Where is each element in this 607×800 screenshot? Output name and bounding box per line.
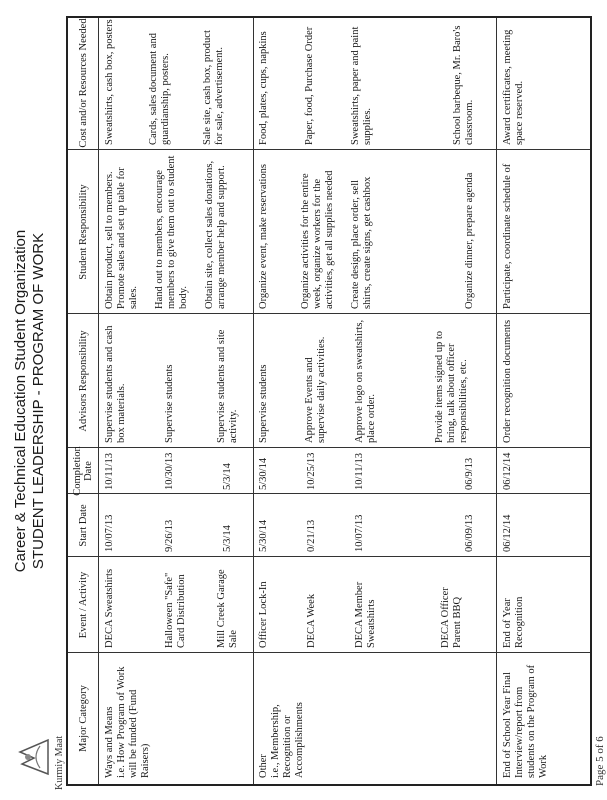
student-cell: Organize activities for the entire week, organize workers for the activities, get all supplies needed — [300, 170, 335, 309]
cost-cell: Paper, food, Purchase Order — [304, 26, 315, 145]
start-date-cell: 10/07/13 — [104, 514, 115, 552]
event-cell: DECA Week — [306, 593, 317, 648]
advisor-cell: Provide items signed up to bring, talk about officer responsibilities, etc. — [434, 331, 469, 443]
logo-text: Kurmiy Maat — [54, 735, 65, 790]
start-date-cell: 0/21/13 — [306, 519, 317, 552]
completion-date-cell: 10/11/13 — [354, 453, 365, 490]
cost-cell: Award certificates, meeting space reserved. — [502, 29, 525, 145]
completion-date-cell: 06/9/13 — [464, 457, 475, 490]
completion-date-cell: 10/30/13 — [164, 452, 175, 490]
completion-date-cell: 10/25/13 — [306, 452, 317, 490]
event-cell: DECA Member Sweatshirts — [354, 581, 377, 648]
student-cell: Obtain product, sell to members. Promote sales and set up table for sales. — [104, 167, 139, 309]
title-line-2: STUDENT LEADERSHIP - PROGRAM OF WORK — [30, 232, 47, 570]
event-cell: Halloween "Safe" Card Distribution — [164, 572, 187, 648]
event-cell: Mill Creek Garage Sale — [216, 569, 239, 648]
student-cell: Participate, coordinate schedule of — [502, 163, 513, 309]
start-date-cell: 5/30/14 — [258, 519, 269, 552]
advisor-cell: Supervise students — [258, 364, 269, 443]
col-header-cost: Cost and/or Resources Needed — [77, 18, 89, 148]
advisor-cell: Approve logo on sweatshirts, place order. — [354, 319, 377, 443]
student-cell: Organize dinner, prepare agenda — [464, 172, 475, 309]
advisor-cell: Supervise students and site activity. — [216, 329, 239, 443]
category-cell: End of School Year Final Interview/report from students on the Program of Work — [502, 664, 549, 778]
col-header-start-date: Start Date — [77, 504, 89, 547]
start-date-cell: 5/3/14 — [222, 525, 233, 552]
page-number: Page 5 of 6 — [594, 736, 606, 786]
title-line-1: Career & Technical Education Student Organization — [12, 229, 29, 573]
col-header-category: Major Category — [77, 685, 89, 752]
student-cell: Obtain site, collect sales donations, arrange member help and support. — [204, 160, 227, 309]
document-title — [0, 16, 66, 786]
completion-date-cell: 10/11/13 — [104, 453, 115, 490]
cost-cell: Sale site, cash box, product for sale, advertisement. — [202, 30, 225, 145]
student-cell: Organize event, make reservations — [258, 164, 269, 309]
category-cell: Ways and Means i.e. How Program of Work will be funded (Fund Raisers) — [104, 666, 151, 778]
advisor-cell: Order recognition documents — [502, 319, 513, 443]
col-header-advisor: Advisors Responsibility — [77, 330, 89, 432]
event-cell: End of Year Recognition — [502, 596, 525, 648]
cost-cell: Sweatshirts, paper and paint supplies. — [350, 26, 373, 145]
cost-cell: Cards, sales document and guardianship, posters. — [148, 33, 171, 145]
cost-cell: Sweatshirts, cash box, posters — [104, 19, 115, 145]
program-of-work-table — [66, 16, 592, 786]
advisor-cell: Approve Events and supervise daily activities. — [304, 336, 327, 443]
start-date-cell: 06/09/13 — [464, 514, 475, 552]
cost-cell: Food, plates, cups, napkins — [258, 31, 269, 145]
student-cell: Create design, place order, sell shirts, create signs, get cashbox — [350, 176, 373, 309]
event-cell: Officer Lock-In — [258, 581, 269, 648]
completion-date-cell: 06/12/14 — [502, 452, 513, 490]
start-date-cell: 06/12/14 — [502, 514, 513, 552]
start-date-cell: 10/07/13 — [354, 514, 365, 552]
col-header-student: Student Responsibility — [77, 184, 89, 280]
advisor-cell: Supervise students — [164, 364, 175, 443]
completion-date-cell: 5/3/14 — [222, 463, 233, 490]
event-cell: DECA Officer Parent BBQ — [440, 587, 463, 648]
category-cell: Other i.e., Membership, Recognition or Accomplishments — [258, 702, 305, 778]
completion-date-cell: 5/30/14 — [258, 457, 269, 490]
col-header-event: Event / Activity — [77, 571, 89, 639]
event-cell: DECA Sweatshirts — [104, 568, 115, 648]
cost-cell: School barbeque, Mr. Baro's classroom. — [452, 25, 475, 145]
student-cell: Hand out to members, encourage members to give them out to student body. — [154, 155, 189, 309]
col-header-completion-date: Completion Date — [72, 446, 94, 496]
advisor-cell: Supervise students and cash box materials. — [104, 325, 127, 443]
start-date-cell: 9/26/13 — [164, 519, 175, 552]
